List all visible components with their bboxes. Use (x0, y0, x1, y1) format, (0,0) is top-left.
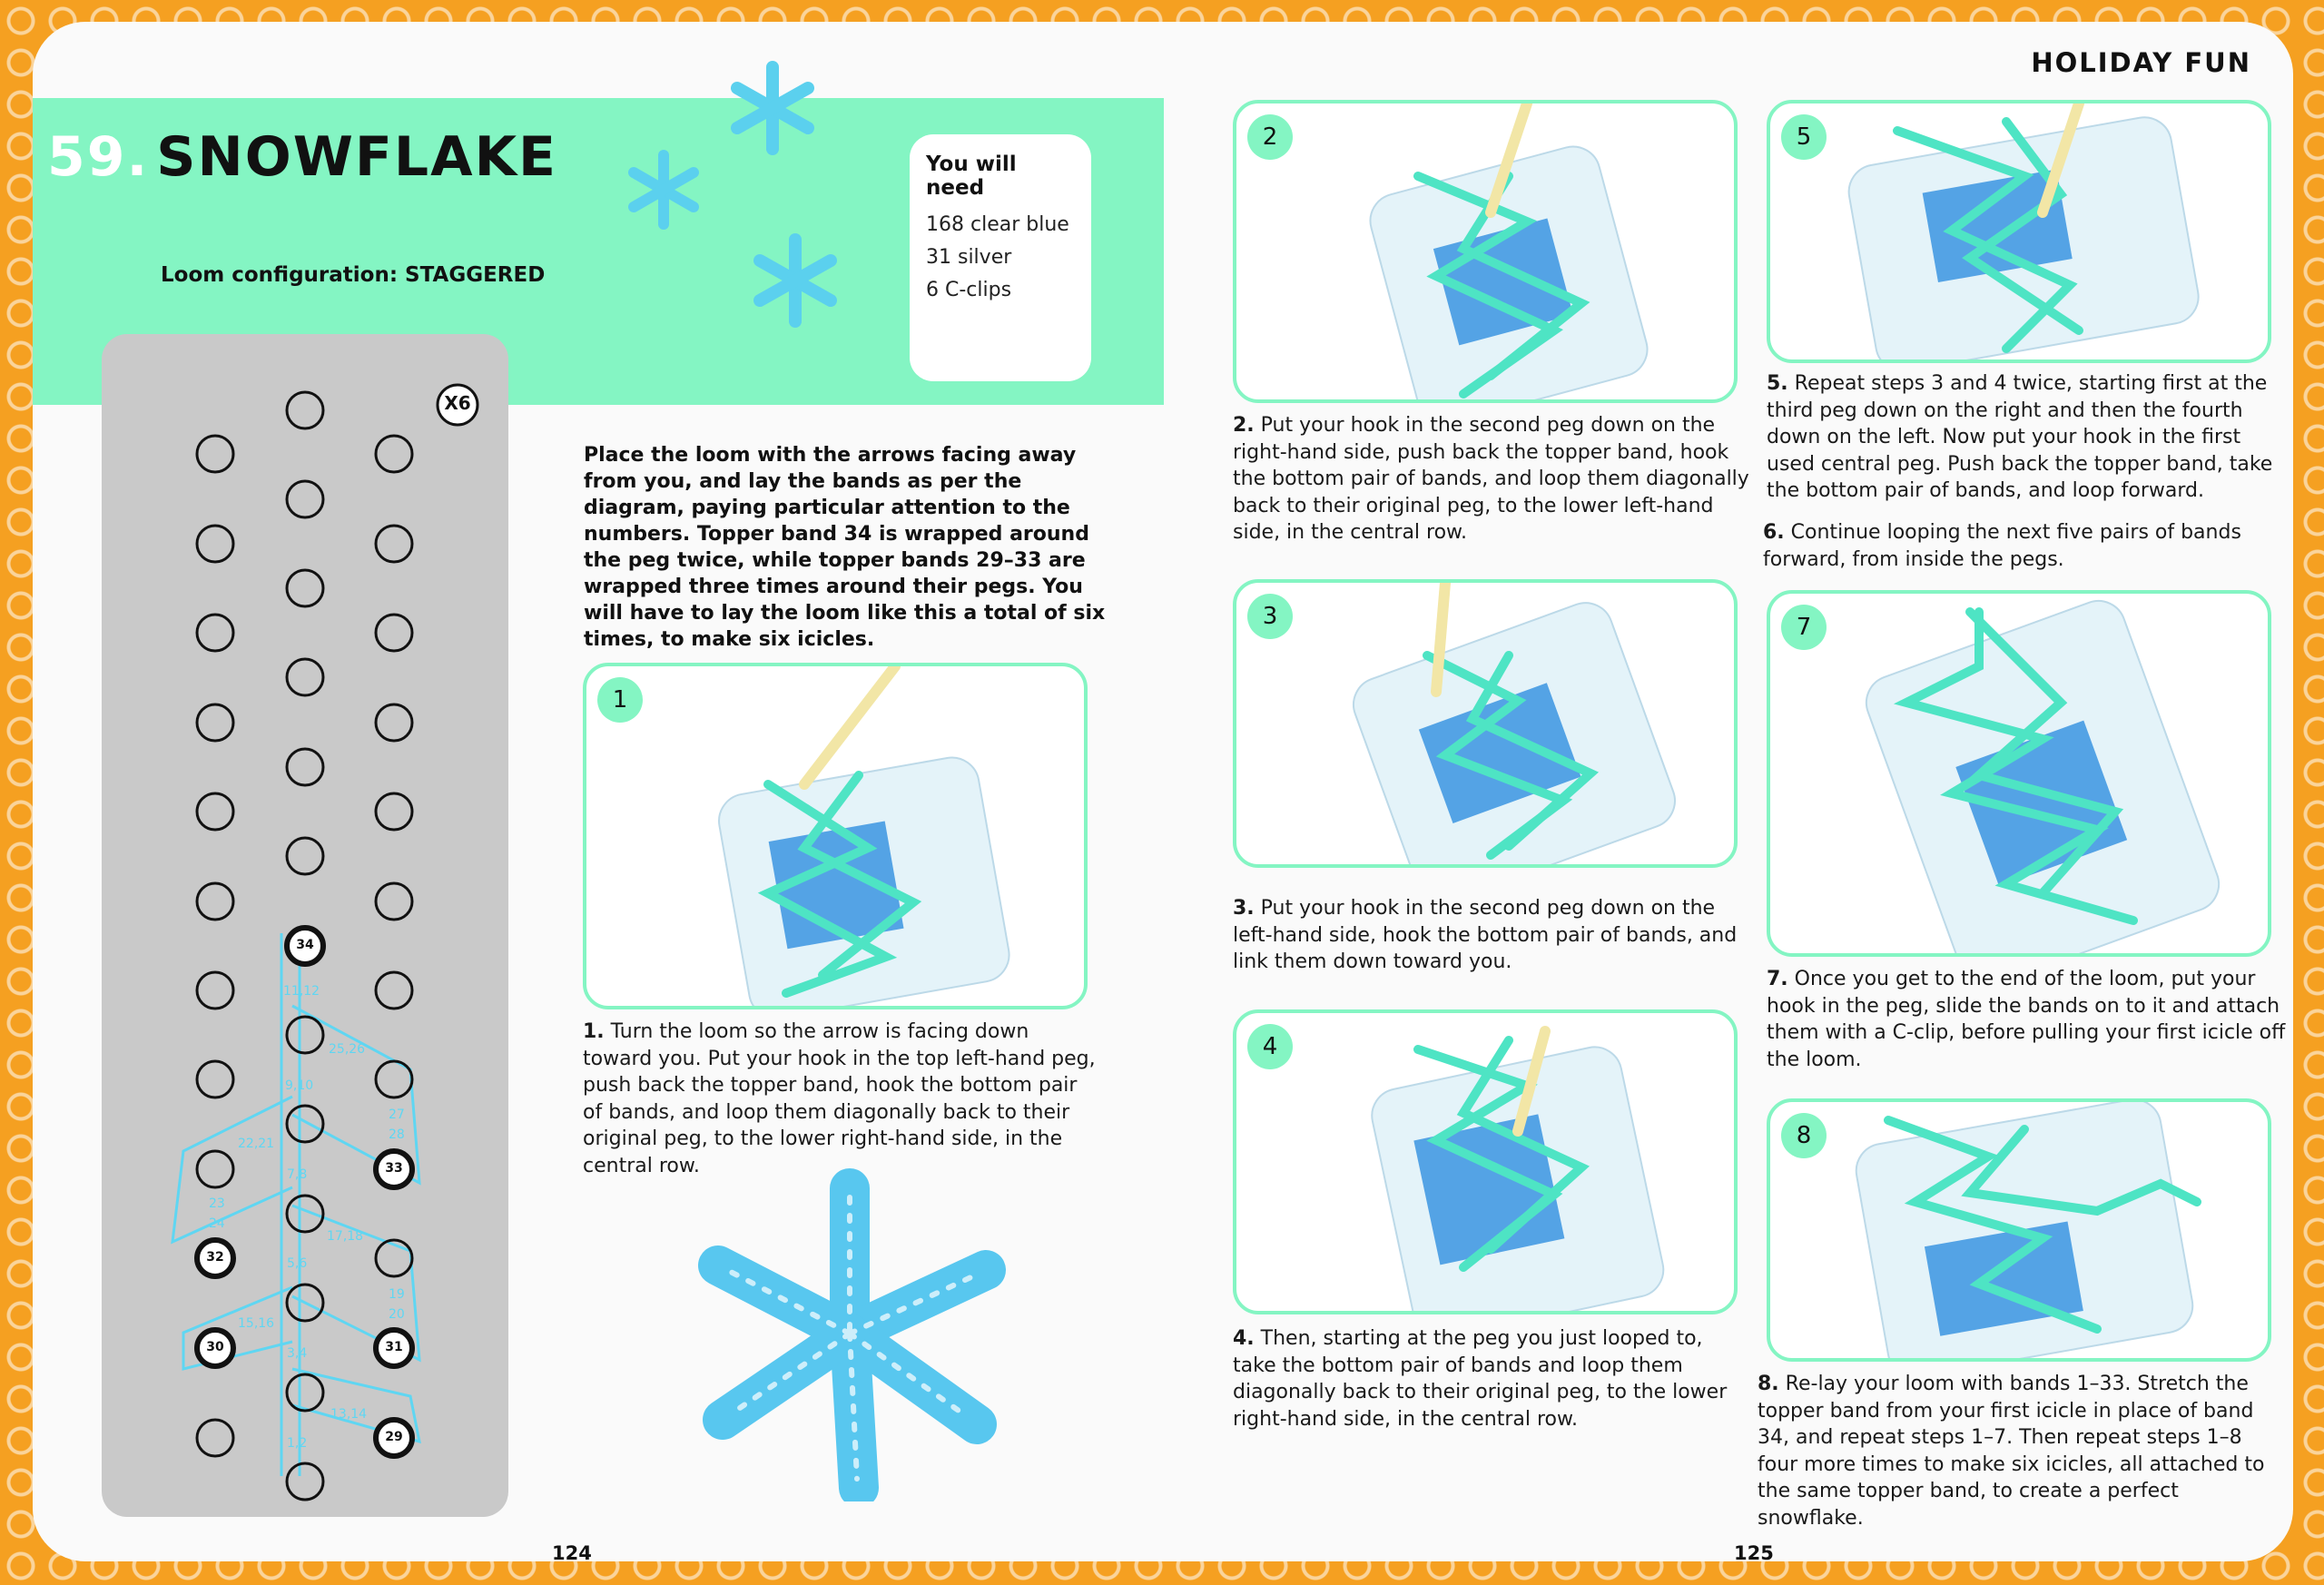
loom-configuration: Loom configuration: STAGGERED (161, 263, 546, 287)
step-description: Once you get to the end of the loom, put your hook in the peg, slide the bands on to it and attach them with a C-clip, before pulling your first icicle off the loom. (1767, 968, 2286, 1071)
materials-heading: You will need (926, 153, 1017, 200)
band-label: 23 (209, 1196, 225, 1211)
band-label: 13,14 (330, 1407, 368, 1422)
step-number: 2 (1247, 114, 1293, 160)
section-label: HOLIDAY FUN (2031, 47, 2251, 78)
step-text (583, 1019, 1100, 1179)
band-label: 1,2 (287, 1436, 308, 1451)
step-text (1233, 412, 1750, 546)
step-label: 1. (583, 1020, 605, 1043)
step-label: 4. (1233, 1327, 1255, 1350)
loom-diagram (102, 334, 508, 1517)
page-number-right: 125 (1734, 1542, 1774, 1561)
step-text (1233, 1325, 1750, 1432)
step-number: 3 (1247, 594, 1293, 639)
step-number: 5 (1781, 114, 1827, 160)
step-label: 5. (1767, 372, 1788, 395)
loom-photo-image (1770, 1102, 2271, 1362)
peg-label: 32 (206, 1250, 224, 1265)
peg-label: 33 (385, 1161, 403, 1176)
loom-photo-image (1236, 103, 1738, 403)
finished-snowflake-image (686, 1166, 1013, 1501)
loom-photo-image (1236, 1013, 1738, 1314)
band-label: 28 (389, 1127, 405, 1142)
step-photo (1767, 1098, 2271, 1362)
step-label: 2. (1233, 414, 1255, 437)
peg-label: 31 (385, 1340, 403, 1354)
peg-label: 29 (385, 1430, 403, 1444)
band-label: 5,6 (287, 1256, 308, 1271)
step-photo (1233, 1009, 1738, 1314)
peg-label: 34 (296, 938, 314, 952)
step-text (1763, 519, 2290, 573)
step-photo (1767, 100, 2271, 363)
step-label: 6. (1763, 521, 1785, 544)
step-description: Continue looping the next five pairs of bands forward, from inside the pegs. (1763, 521, 2241, 571)
step-label: 3. (1233, 897, 1255, 920)
step-number: 1 (597, 677, 643, 723)
step-number: 7 (1781, 605, 1827, 650)
band-label: 7,8 (287, 1167, 308, 1182)
repeat-badge: X6 (444, 392, 471, 414)
loom-photo-image (1770, 594, 2271, 957)
step-photo (583, 663, 1088, 1009)
step-description: Then, starting at the peg you just looped to, take the bottom pair of bands and loop them diagonally back to their original peg, to the lower right-hand side, in the central row. (1233, 1327, 1728, 1431)
step-text (1233, 895, 1750, 976)
snowflake-icon (723, 58, 822, 158)
peg-label: 30 (206, 1340, 224, 1354)
band-label: 11,12 (283, 984, 320, 999)
band-label: 19 (389, 1287, 405, 1302)
band-label: 9,10 (285, 1078, 314, 1093)
step-text (1767, 966, 2293, 1073)
band-label: 20 (389, 1307, 405, 1322)
loom-photo-image (1770, 103, 2271, 363)
band-label: 3,4 (287, 1346, 308, 1361)
snowflake-icon (745, 231, 845, 330)
step-label: 8. (1758, 1373, 1779, 1395)
band-label: 24 (209, 1216, 225, 1231)
loom-photo-image (586, 666, 1088, 1009)
materials-box (910, 134, 1091, 381)
step-label: 7. (1767, 968, 1788, 990)
page-title (47, 125, 557, 189)
book-spread (33, 22, 2293, 1561)
material-item: 31 silver (926, 246, 1012, 269)
step-photo (1767, 590, 2271, 957)
step-number: 8 (1781, 1113, 1827, 1158)
step-description: Repeat steps 3 and 4 twice, starting first at the third peg down on the right and then the fourth down on the left. Now put your hook in the first used central peg. Push back the topper band, take the bottom pair of bands, and loop forward. (1767, 372, 2273, 502)
material-item: 6 C-clips (926, 279, 1012, 301)
step-text (1767, 370, 2293, 505)
step-description: Put your hook in the second peg down on the right-hand side, push back the topper band, hook the bottom pair of bands, and loop them diagonally back to their original peg, to the lower left-hand side, in the central row. (1233, 414, 1749, 544)
band-label: 22,21 (238, 1137, 275, 1151)
snowflake-icon (623, 149, 704, 231)
step-text (1758, 1371, 2284, 1531)
project-name: SNOWFLAKE (156, 125, 558, 189)
step-photo (1233, 100, 1738, 403)
step-photo (1233, 579, 1738, 868)
material-item: 168 clear blue (926, 213, 1069, 236)
loom-photo-image (1236, 583, 1738, 868)
step-description: Re-lay your loom with bands 1–33. Stretch the topper band from your first icicle in place of band 34, and repeat steps 1–7. Then repeat steps 1–8 four more times to make six icicles, all attached to the same topper band, to create a perfect snowflake. (1758, 1373, 2265, 1530)
page-number-left: 124 (552, 1542, 592, 1561)
band-label: 15,16 (238, 1316, 275, 1331)
band-label: 27 (389, 1108, 405, 1122)
step-description: Turn the loom so the arrow is facing down toward you. Put your hook in the top left-hand peg, push back the topper band, hook the bottom pair of bands, and loop them diagonally back to their original peg, to the lower right-hand side, in the central row. (583, 1020, 1096, 1177)
project-number: 59. (47, 125, 150, 189)
step-number: 4 (1247, 1024, 1293, 1069)
band-label: 17,18 (327, 1229, 364, 1244)
intro-text: Place the loom with the arrows facing away from you, and lay the bands as per the diagram, paying particular attention to the numbers. Topper band 34 is wrapped around the peg twice, while topper bands 29–33 are wrapped three times around their pegs. You will have to lay the loom like this a total of six times, to make six icicles. (584, 444, 1106, 651)
band-label: 25,26 (329, 1042, 366, 1057)
step-description: Put your hook in the second peg down on the left-hand side, hook the bottom pair of bands, and link them down toward you. (1233, 897, 1738, 973)
